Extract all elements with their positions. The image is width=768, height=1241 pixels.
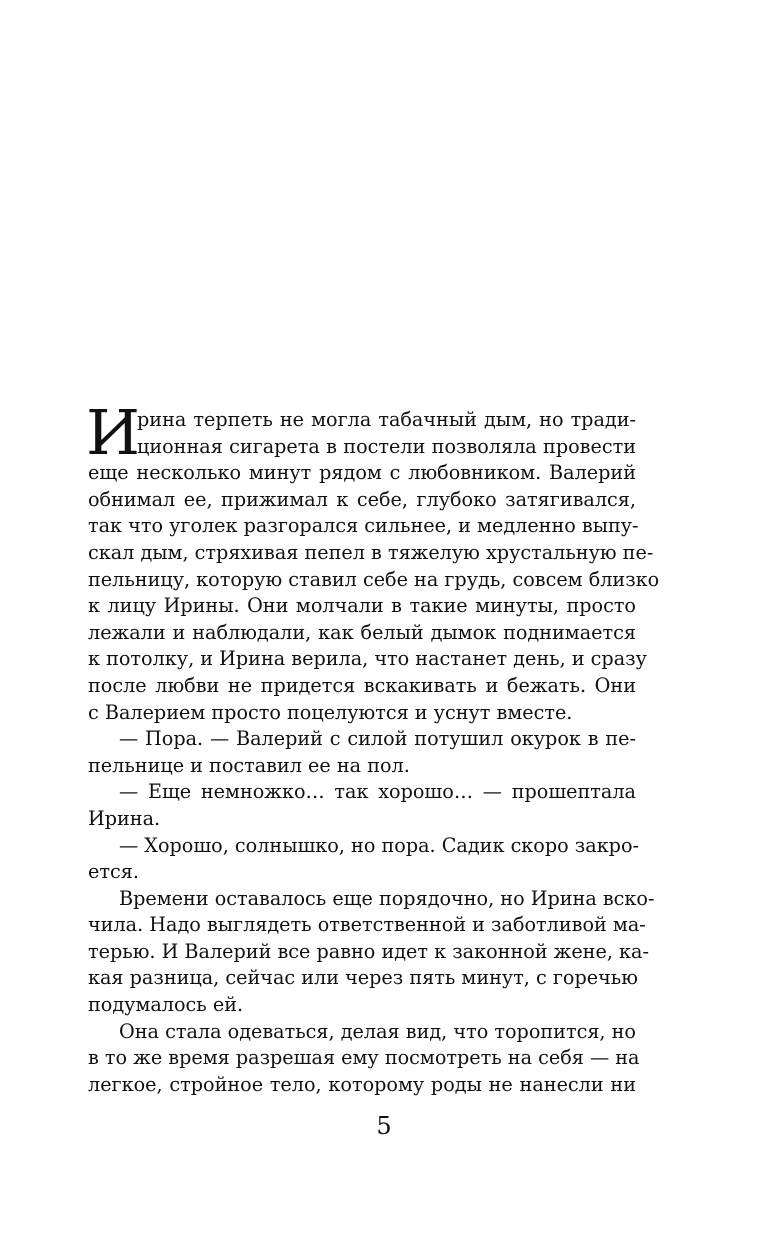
text-line: Она стала одеваться, делая вид, что торопится, но	[119, 1019, 636, 1043]
paragraph	[88, 1019, 640, 1099]
text-line: легкое, стройное тело, которому роды не нанесли ни	[88, 1072, 636, 1096]
paragraph	[88, 833, 640, 886]
text-line: в то же время разрешая ему посмотреть на себя — на	[88, 1046, 640, 1070]
text-line: рина терпеть не могла табачный дым, но тради-	[137, 408, 636, 431]
text-line: кая разница, сейчас или через пять минут, с горечью	[88, 966, 638, 990]
text-line: — Хорошо, солнышко, но пора. Садик скоро закро-	[119, 833, 640, 857]
text-line: после любви не придется вскакивать и бежать. Они	[88, 673, 636, 697]
text-line: скал дым, стряхивая пепел в тяжелую хрустальную пе-	[88, 540, 654, 564]
text-line: подумалось ей.	[88, 993, 244, 1017]
text-line: лежали и наблюдали, как белый дымок поднимается	[88, 620, 636, 644]
paragraph	[88, 886, 655, 1019]
text-line: Времени оставалось еще порядочно, но Ирина вско-	[119, 886, 655, 910]
text-line: ется.	[88, 860, 139, 884]
text-line: Ирина.	[88, 806, 161, 830]
text-line: — Еще немножко… так хорошо… — прошептала	[119, 780, 636, 804]
text-line: к лицу Ирины. Они молчали в такие минуты, просто	[88, 594, 636, 618]
text-line: к потолку, и Ирина верила, что настанет день, и сразу	[88, 647, 647, 671]
paragraph	[86, 396, 660, 726]
text-line: пельнице и поставил ее на пол.	[88, 753, 410, 777]
text-line: терью. И Валерий все равно идет к законной жене, ка-	[88, 939, 649, 963]
text-line: пельницу, которую ставил себе на грудь, совсем близко	[88, 567, 660, 591]
text-line: так что уголек разгорался сильнее, и медленно выпу-	[88, 514, 639, 538]
page-number: 5	[376, 1112, 392, 1140]
text-line: еще несколько минут рядом с любовником. Валерий	[88, 461, 636, 485]
drop-cap: И	[86, 396, 141, 469]
body-text	[86, 396, 660, 1098]
paragraph	[88, 726, 636, 779]
text-line: ционная сигарета в постели позволяла провести	[137, 434, 636, 458]
text-line: обнимал ее, прижимал к себе, глубоко затягивался,	[88, 487, 636, 511]
text-line: с Валерием просто поцелуются и уснут вместе.	[88, 700, 573, 724]
text-line: чила. Надо выглядеть ответственной и заботливой ма-	[88, 913, 646, 937]
paragraph	[88, 779, 636, 832]
text-line: — Пора. — Валерий с силой потушил окурок в пе-	[119, 727, 636, 751]
